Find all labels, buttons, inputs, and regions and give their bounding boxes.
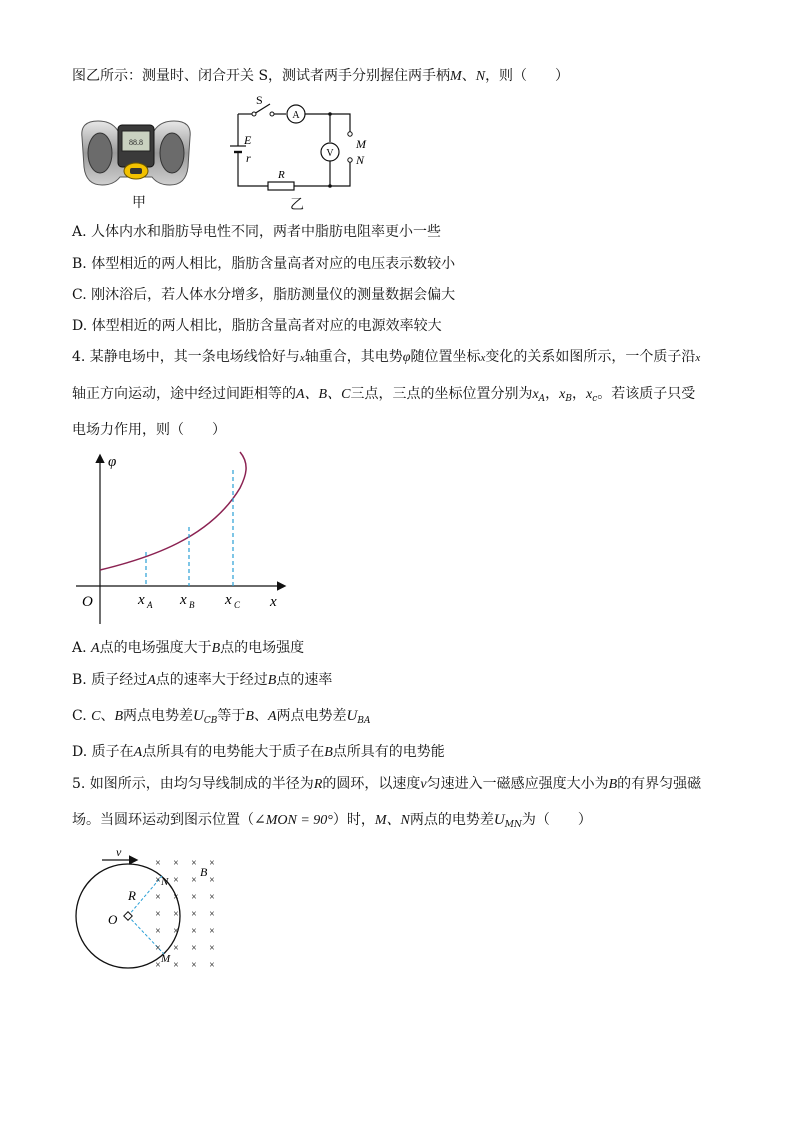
field-cross: × [173,858,179,869]
q4-stem-line2: 轴正方向运动，途中经过间距相等的A、B、C三点，三点的坐标位置分别为$x_A$，$x_B$，$x_c$。若该质子只受 [72,386,696,404]
field-cross: × [209,926,215,937]
label-n: N [356,153,365,167]
field-cross: × [209,892,215,903]
tick-xb: x [180,592,187,608]
label-v: v [116,846,122,859]
caption-yi: 乙 [290,197,304,213]
field-cross: × [155,875,161,886]
field-cross: × [191,909,197,920]
q4-stem-line1: 4. 某静电场中，其一条电场线恰好与x轴重合，其电势φ随位置坐标x变化的关系如图所示，一个质子沿x [72,349,701,365]
circuit-diagram [226,90,396,202]
field-cross: × [191,892,197,903]
q4-stem-line3: 电场力作用，则（ ） [72,422,226,438]
axis-label-x: x [270,594,277,610]
ring-field-figure [72,846,232,978]
tick-xc: x [225,592,232,608]
field-cross: × [173,875,179,886]
field-cross: × [173,960,179,971]
field-cross: × [173,892,179,903]
label-r-internal: r [246,151,251,165]
label-s: S [256,93,263,107]
tick-xc-sub: C [234,600,241,610]
field-cross: × [191,960,197,971]
q4-option-a: A. A点的电场强度大于B点的电场强度 [72,640,305,656]
field-cross: × [155,960,161,971]
field-cross: × [173,943,179,954]
field-cross: × [173,909,179,920]
field-cross: × [155,892,161,903]
q4-option-d: D. 质子在A点所具有的电势能大于质子在B点所具有的电势能 [72,744,445,760]
field-cross: × [209,875,215,886]
axis-label-phi: φ [108,454,117,470]
tick-xb-sub: B [189,600,195,610]
body-fat-meter-image [78,115,194,191]
origin-label: O [82,594,93,610]
label-m: M [161,953,171,965]
label-m: M [356,137,366,151]
field-cross: × [155,858,161,869]
field-cross: × [173,926,179,937]
q4-option-c: C. C、B两点电势差$U_{CB}$等于B、A两点电势差$U_{BA}$ [72,708,371,726]
field-cross: × [191,926,197,937]
q5-stem-line2: 场。当圆环运动到图示位置（∠MON = 90°）时，M、N两点的电势差$U_{MN}$为（ ） [72,812,592,830]
field-cross: × [155,926,161,937]
label-r: R [128,888,136,903]
device-display-text: 88.8 [129,138,143,147]
field-cross: × [209,943,215,954]
voltmeter-label: V [326,148,334,159]
q3-option-d: D. 体型相近的两人相比，脂肪含量高者对应的电源效率较大 [72,318,442,334]
field-cross: × [155,909,161,920]
potential-curve [100,452,246,570]
q3-option-b: B. 体型相近的两人相比，脂肪含量高者对应的电压表示数较小 [72,256,456,272]
q4-option-b: B. 质子经过A点的速率大于经过B点的速率 [72,672,333,688]
field-cross: × [191,858,197,869]
q3-option-a: A. 人体内水和脂肪导电性不同，两者中脂肪电阻率更小一些 [72,224,442,240]
q3-intro: 图乙所示：测量时、闭合开关 S，测试者两手分别握住两手柄M、N，则（ ） [72,68,570,84]
label-e: E [244,133,252,147]
center-marker [124,912,132,920]
field-cross: × [191,943,197,954]
tick-xa: x [138,592,145,608]
label-o: O [108,912,118,927]
field-cross: × [209,909,215,920]
q5-stem-line1: 5. 如图所示，由均匀导线制成的半径为R的圆环，以速度v匀速进入一磁感应强度大小为B的有界匀强磁 [72,776,702,792]
label-n: N [161,876,169,888]
field-cross: × [209,858,215,869]
q3-option-c: C. 刚沐浴后，若人体水分增多，脂肪测量仪的测量数据会偏大 [72,287,456,303]
label-resistor: R [278,169,285,181]
field-cross: × [209,960,215,971]
label-b: B [200,865,208,879]
field-cross: × [191,875,197,886]
ammeter-label: A [292,110,300,121]
potential-graph [70,448,300,628]
tick-xa-sub: A [147,600,153,610]
caption-jia: 甲 [132,195,146,211]
field-cross: × [155,943,161,954]
